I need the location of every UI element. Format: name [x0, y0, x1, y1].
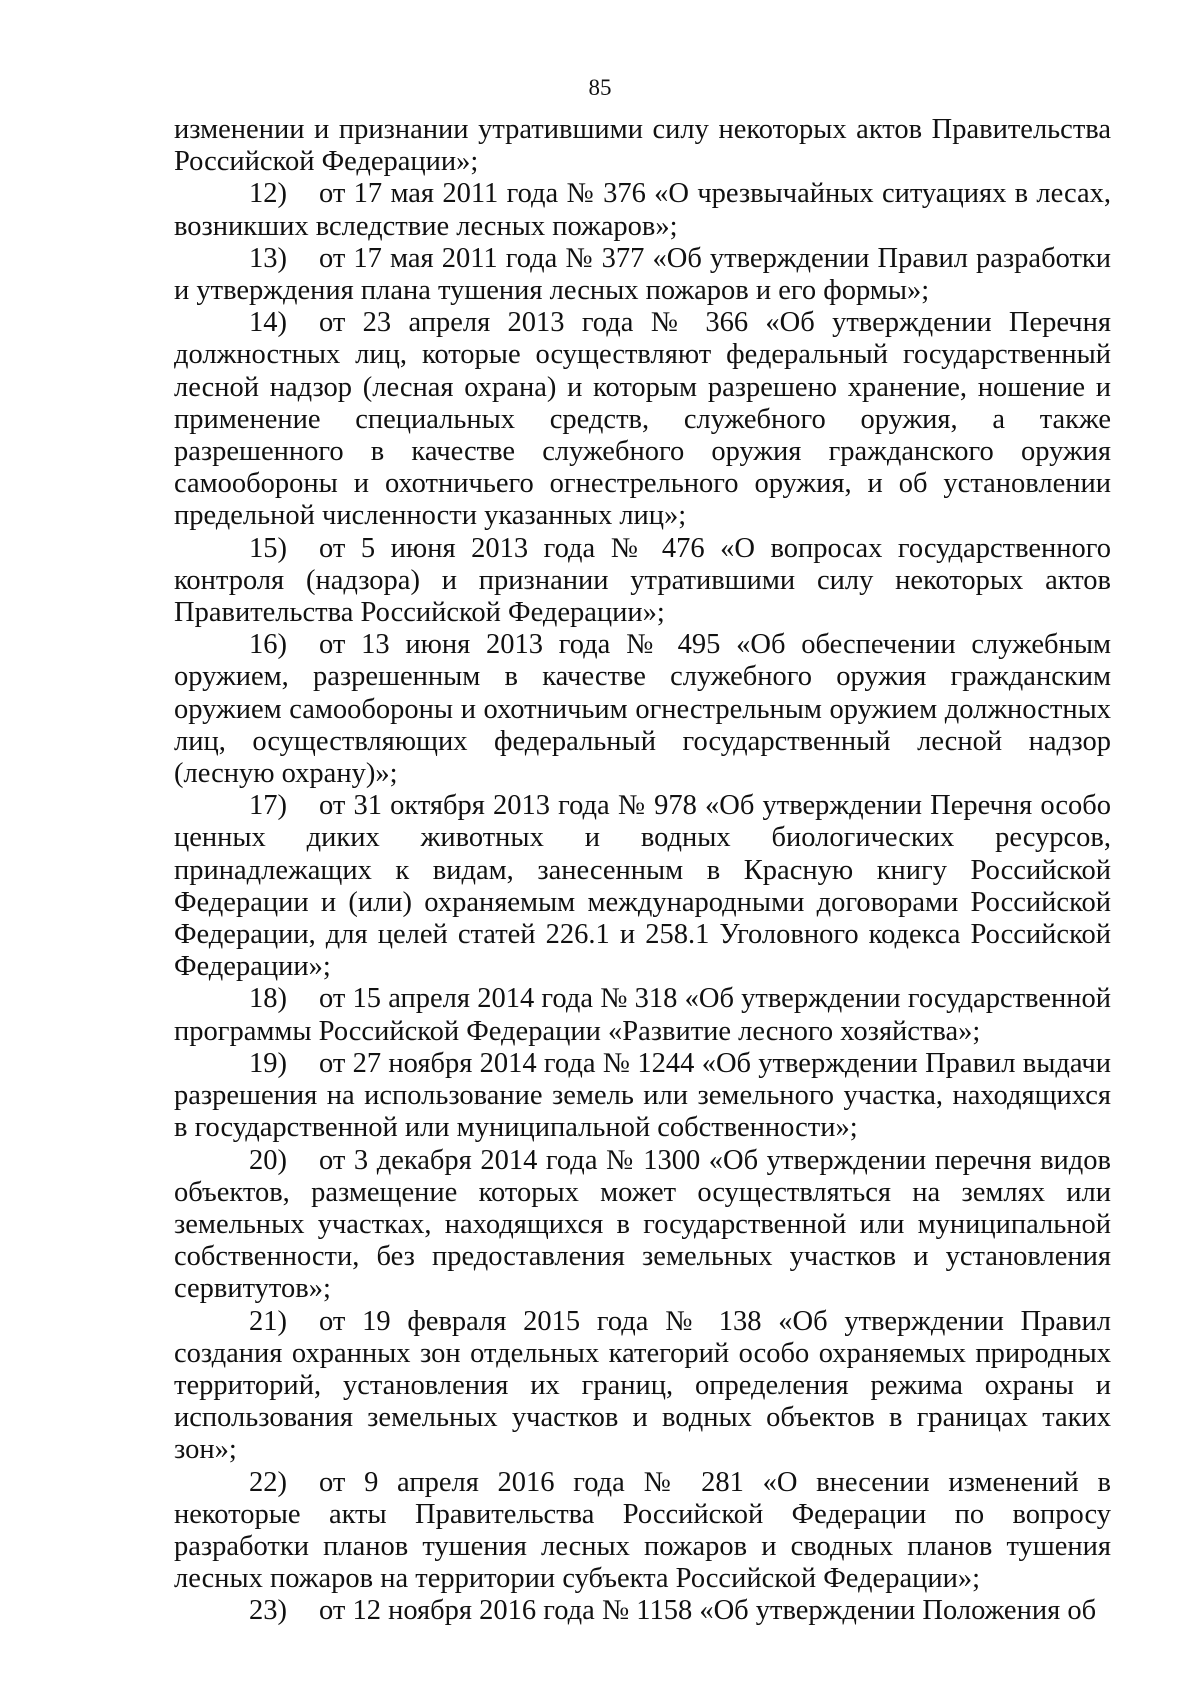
- list-item-number: 22): [249, 1466, 287, 1498]
- list-item: [174, 1048, 1111, 1145]
- list-item-text: от 9 апреля 2016 года № 281 «О внесении изменений в некоторые акты Правительства Российской Федерации по вопросу разработки планов тушения лесных пожаров и сводных планов тушения лесных пожаров на территории субъекта Российской Федерации»;: [174, 1466, 1111, 1595]
- list-item-text: от 3 декабря 2014 года № 1300 «Об утверждении перечня видов объектов, размещение которых может осуществляться на землях или земельных участках, находящихся в государственной или муниципальной собственности, без предоставления земельных участков и установления сервитутов»;: [174, 1144, 1111, 1305]
- list-item: [174, 533, 1111, 630]
- list-item-number: 23): [249, 1595, 287, 1627]
- list-item-number: 14): [249, 307, 287, 339]
- list-item-text: от 19 февраля 2015 года № 138 «Об утверждении Правил создания охранных зон отдельных категорий особо охраняемых природных территорий, установления их границ, определения режима охраны и использования земельных участков и водных объектов в границах таких зон»;: [174, 1305, 1111, 1466]
- list-item-text: от 17 мая 2011 года № 377 «Об утверждении Правил разработки и утверждения плана тушения лесных пожаров и его формы»;: [174, 242, 1111, 307]
- list-item-number: 18): [249, 983, 287, 1015]
- page-number: 85: [588, 75, 612, 100]
- list-item: [174, 307, 1111, 532]
- list-item-number: 16): [249, 629, 287, 661]
- list-item: [174, 1306, 1111, 1467]
- list-item-text: от 27 ноября 2014 года № 1244 «Об утверждении Правил выдачи разрешения на использование земель или земельного участка, находящихся в государственной или муниципальной собственности»;: [174, 1047, 1111, 1144]
- list-item: [174, 1467, 1111, 1596]
- list-item: [174, 983, 1111, 1047]
- list-item-text: от 5 июня 2013 года № 476 «О вопросах государственного контроля (надзора) и признании утратившими силу некоторых актов Правительства Российской Федерации»;: [174, 532, 1111, 629]
- list-item-text: от 17 мая 2011 года № 376 «О чрезвычайных ситуациях в лесах, возникших вследствие лесных пожаров»;: [174, 178, 1111, 242]
- list-item-number: 19): [249, 1047, 287, 1079]
- list-item-number: 17): [249, 790, 287, 822]
- list-item: [174, 629, 1111, 790]
- list-item: [174, 790, 1111, 983]
- list-item: [174, 1595, 1111, 1627]
- list-item-number: 15): [249, 532, 287, 564]
- document-body: [174, 114, 1111, 1628]
- list-item-text: от 13 июня 2013 года № 495 «Об обеспечении служебным оружием, разрешенным в качестве служебного оружия гражданским оружием самообороны и охотничьим огнестрельным оружием должностных лиц, осуществляющих федеральный государственный лесной надзор (лесную охрану)»;: [174, 629, 1111, 790]
- list-item-text: от 31 октября 2013 года № 978 «Об утверждении Перечня особо ценных диких животных и водных биологических ресурсов, принадлежащих к видам, занесенным в Красную книгу Российской Федерации и (или) охраняемым международными договорами Российской Федерации, для целей статей 226.1 и 258.1 Уголовного кодекса Российской Федерации»;: [174, 790, 1111, 983]
- list-item-number: 21): [249, 1305, 287, 1337]
- list-item-text: от 12 ноября 2016 года № 1158 «Об утверждении Положения об: [319, 1595, 1097, 1627]
- list-item: [174, 178, 1111, 242]
- list-item-text: от 15 апреля 2014 года № 318 «Об утверждении государственной программы Российской Федерации «Развитие лесного хозяйства»;: [174, 983, 1111, 1047]
- list-item-number: 13): [249, 242, 287, 274]
- list-item-number: 20): [249, 1144, 287, 1176]
- list-item-number: 12): [249, 178, 287, 210]
- list-item: [174, 243, 1111, 307]
- list-item-text: от 23 апреля 2013 года № 366 «Об утверждении Перечня должностных лиц, которые осуществляют федеральный государственный лесной надзор (лесная охрана) и которым разрешено хранение, ношение и применение специальных средств, служебного оружия, а также разрешенного в качестве служебного оружия гражданского оружия самообороны и охотничьего огнестрельного оружия, и об установлении предельной численности указанных лиц»;: [174, 307, 1111, 532]
- continuation-paragraph: изменении и признании утратившими силу некоторых актов Правительства Российской Федерации»;: [174, 114, 1111, 178]
- list-item: [174, 1145, 1111, 1306]
